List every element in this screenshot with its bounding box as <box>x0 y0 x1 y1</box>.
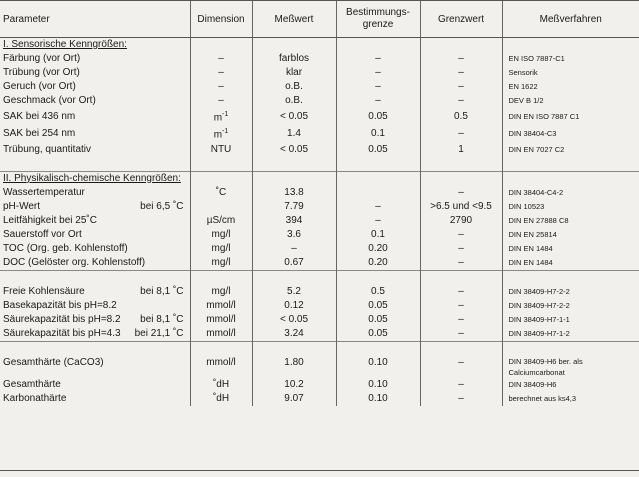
parameter-cell: Färbung (vor Ort) <box>3 53 81 64</box>
limit-cell: – <box>420 228 502 242</box>
parameter-with-condition <box>3 200 190 214</box>
limit-cell: – <box>420 313 502 327</box>
dimension-cell <box>190 392 252 406</box>
section-sensory-cell <box>0 38 190 53</box>
dimension-unit: – <box>218 81 224 92</box>
value-cell: 1.4 <box>252 125 336 142</box>
method-cell: berechnet aus ks4,3 <box>502 392 639 406</box>
table-row <box>0 313 639 327</box>
dimension-cell <box>190 186 252 200</box>
method-cell: EN 1622 <box>502 80 639 94</box>
method-cell: DIN EN 1484 <box>502 242 639 256</box>
table-row <box>0 242 639 256</box>
limit-cell: 1 <box>420 143 502 157</box>
empty-cell <box>420 341 502 356</box>
detection-limit-cell: – <box>336 200 420 214</box>
value-cell: < 0.05 <box>252 313 336 327</box>
method-cell: DIN 10523 <box>502 200 639 214</box>
table-row <box>0 186 639 200</box>
dimension-cell <box>190 313 252 327</box>
dimension-unit: ˚dH <box>212 392 230 404</box>
dimension-cell <box>190 80 252 94</box>
dimension-unit: ˚dH <box>212 378 230 390</box>
limit-cell: – <box>420 80 502 94</box>
value-cell: o.B. <box>252 80 336 94</box>
parameter-cell: Karbonathärte <box>3 392 67 404</box>
empty-cell <box>502 341 639 356</box>
dimension-cell <box>190 228 252 242</box>
dimension-unit: mg/l <box>211 242 231 254</box>
method-cell: DIN 38409-H7-1-1 <box>502 313 639 327</box>
measurement-condition: bei 6,5 ˚C <box>140 200 184 212</box>
table-row <box>0 80 639 94</box>
dimension-cell <box>190 66 252 80</box>
header-detection-limit-text: Bestimmungs-grenze <box>346 7 410 30</box>
method-cell: DIN EN 7027 C2 <box>502 143 639 157</box>
parameter-cell: Geruch (vor Ort) <box>3 81 76 92</box>
dimension-unit: m <box>213 112 223 124</box>
dimension-cell <box>190 256 252 271</box>
table-row <box>0 125 639 142</box>
value-cell: 5.2 <box>252 285 336 299</box>
table-row <box>0 214 639 228</box>
limit-cell: – <box>420 256 502 271</box>
parameter-cell: Leitfähigkeit bei 25˚C <box>3 214 97 226</box>
dimension-cell <box>190 285 252 299</box>
empty-cell <box>420 171 502 186</box>
dimension-unit: m <box>213 129 223 141</box>
method-cell: DIN EN 1484 <box>502 256 639 271</box>
dimension-unit: – <box>218 95 224 106</box>
method-cell: DIN 38409-H7-1-2 <box>502 327 639 342</box>
detection-limit-cell: – <box>336 52 420 66</box>
method-cell: DIN 38409-H7-2-2 <box>502 299 639 313</box>
detection-limit-cell: 0.05 <box>336 299 420 313</box>
dimension-unit: µS/cm <box>206 214 236 226</box>
value-cell: 0.67 <box>252 256 336 271</box>
empty-cell <box>502 38 639 53</box>
detection-limit-cell: 0.5 <box>336 285 420 299</box>
method-cell: Sensorik <box>502 66 639 80</box>
header-limit: Grenzwert <box>420 1 502 38</box>
empty-cell <box>190 38 252 53</box>
limit-cell: – <box>420 186 502 200</box>
detection-limit-cell: 0.05 <box>336 108 420 125</box>
method-cell: DEV B 1/2 <box>502 94 639 108</box>
parameter-cell <box>0 327 190 342</box>
value-cell: 9.07 <box>252 392 336 406</box>
dimension-unit: mg/l <box>211 285 231 297</box>
method-cell: DIN 38409-H6 <box>502 378 639 392</box>
empty-cell <box>190 171 252 186</box>
parameter-with-condition <box>3 313 190 327</box>
section-physchem <box>0 171 639 186</box>
limit-cell: – <box>420 94 502 108</box>
parameter-cell: Trübung, quantitativ <box>3 143 92 155</box>
group-divider <box>0 341 639 356</box>
section-title: II. Physikalisch-chemische Kenngrößen: <box>3 172 181 184</box>
empty-cell <box>0 157 190 172</box>
dimension-cell <box>190 200 252 214</box>
limit-cell: >6.5 und <9.5 <box>420 200 502 214</box>
empty-cell <box>336 341 420 356</box>
detection-limit-cell: – <box>336 214 420 228</box>
table-row <box>0 108 639 125</box>
dimension-unit: – <box>218 53 224 64</box>
method-cell: DIN EN 25814 <box>502 228 639 242</box>
dimension-unit: mmol/l <box>206 327 236 339</box>
table-row <box>0 228 639 242</box>
dimension-cell <box>190 143 252 157</box>
dimension-cell <box>190 327 252 342</box>
parameter-cell: SAK bei 436 nm <box>3 110 76 122</box>
table-row <box>0 392 639 406</box>
detection-limit-cell: 0.10 <box>336 392 420 406</box>
parameter-with-condition <box>3 285 190 299</box>
detection-limit-cell: 0.20 <box>336 242 420 256</box>
dimension-cell <box>190 214 252 228</box>
dimension-unit: NTU <box>210 143 232 155</box>
method-cell: DIN 38409-H6 ber. als Calciumcarbonat <box>502 356 639 378</box>
dimension-exponent: -1 <box>222 128 229 136</box>
limit-cell: – <box>420 52 502 66</box>
method-cell: DIN 38409-H7-2-2 <box>502 285 639 299</box>
header-parameter: Parameter <box>0 1 190 38</box>
value-cell: 0.12 <box>252 299 336 313</box>
detection-limit-cell: 0.05 <box>336 327 420 342</box>
dimension-exponent: -1 <box>222 111 229 118</box>
method-cell: DIN 38404-C4-2 <box>502 186 639 200</box>
detection-limit-cell: 0.05 <box>336 313 420 327</box>
dimension-unit: mmol/l <box>206 356 236 368</box>
section-sensory <box>0 38 639 53</box>
detection-limit-cell: 0.05 <box>336 143 420 157</box>
empty-cell <box>336 38 420 53</box>
table-row <box>0 200 639 214</box>
table-bottom-rule <box>0 470 639 471</box>
dimension-unit: mmol/l <box>206 299 236 311</box>
empty-cell <box>252 270 336 285</box>
measurement-condition: bei 8,1 ˚C <box>140 285 184 297</box>
measurement-condition: bei 21,1 ˚C <box>134 327 184 339</box>
value-cell: 3.24 <box>252 327 336 342</box>
detection-limit-cell: 0.10 <box>336 356 420 378</box>
empty-cell <box>252 341 336 356</box>
dimension-unit: – <box>218 67 224 78</box>
dimension-cell <box>190 125 252 142</box>
method-cell: DIN 38404-C3 <box>502 125 639 142</box>
detection-limit-cell: 0.10 <box>336 378 420 392</box>
parameter-cell: Trübung (vor Ort) <box>3 67 80 78</box>
header-dimension: Dimension <box>190 1 252 38</box>
limit-cell: – <box>420 299 502 313</box>
dimension-unit: mmol/l <box>206 313 236 325</box>
empty-cell <box>0 270 190 285</box>
detection-limit-cell: – <box>336 80 420 94</box>
value-cell: 3.6 <box>252 228 336 242</box>
parameter-cell: TOC (Org. geb. Kohlenstoff) <box>3 242 128 254</box>
limit-cell: – <box>420 378 502 392</box>
parameter-cell: Gesamthärte <box>3 378 61 390</box>
table-row <box>0 52 639 66</box>
empty-cell <box>190 270 252 285</box>
section-title: I. Sensorische Kenngrößen: <box>3 39 127 50</box>
detection-limit-cell <box>336 186 420 200</box>
value-cell: < 0.05 <box>252 108 336 125</box>
parameter-cell: Basekapazität bis pH=8.2 <box>3 299 117 311</box>
table-row <box>0 94 639 108</box>
empty-cell <box>420 38 502 53</box>
parameter-name: Säurekapazität bis pH=8.2 <box>3 313 121 325</box>
limit-cell: – <box>420 125 502 142</box>
value-cell: klar <box>252 66 336 80</box>
limit-cell: – <box>420 66 502 80</box>
group-divider <box>0 270 639 285</box>
detection-limit-cell: 0.20 <box>336 256 420 271</box>
empty-cell <box>190 157 252 172</box>
value-cell: 13.8 <box>252 186 336 200</box>
detection-limit-cell: 0.1 <box>336 228 420 242</box>
table-row <box>0 378 639 392</box>
empty-cell <box>336 171 420 186</box>
table-row <box>0 327 639 342</box>
dimension-unit: mg/l <box>211 256 231 268</box>
parameter-cell <box>0 285 190 299</box>
table-row <box>0 299 639 313</box>
empty-cell <box>502 171 639 186</box>
value-cell: 7.79 <box>252 200 336 214</box>
value-cell: farblos <box>252 52 336 66</box>
section-physchem-cell <box>0 171 190 186</box>
parameter-with-condition <box>3 327 190 341</box>
method-cell: EN ISO 7887-C1 <box>502 52 639 66</box>
empty-cell <box>420 157 502 172</box>
empty-cell <box>0 341 190 356</box>
limit-cell: – <box>420 242 502 256</box>
dimension-cell <box>190 94 252 108</box>
header-detection-limit <box>336 1 420 38</box>
parameter-cell <box>0 200 190 214</box>
empty-cell <box>252 38 336 53</box>
limit-cell: – <box>420 327 502 342</box>
parameter-name: Säurekapazität bis pH=4.3 <box>3 327 121 339</box>
dimension-cell <box>190 356 252 378</box>
dimension-cell <box>190 299 252 313</box>
parameter-cell: Wassertemperatur <box>3 186 85 198</box>
method-cell: DIN EN 27888 C8 <box>502 214 639 228</box>
dimension-cell <box>190 52 252 66</box>
limit-cell: – <box>420 285 502 299</box>
parameter-cell: Geschmack (vor Ort) <box>3 95 96 106</box>
empty-cell <box>190 341 252 356</box>
dimension-cell <box>190 108 252 125</box>
dimension-cell <box>190 378 252 392</box>
parameter-cell: Sauerstoff vor Ort <box>3 228 82 240</box>
value-cell: 10.2 <box>252 378 336 392</box>
empty-cell <box>502 270 639 285</box>
measurement-condition: bei 8,1 ˚C <box>140 313 184 325</box>
value-cell: 1.80 <box>252 356 336 378</box>
limit-cell: 0.5 <box>420 108 502 125</box>
empty-cell <box>252 157 336 172</box>
dimension-unit: mg/l <box>211 228 231 240</box>
empty-cell <box>502 157 639 172</box>
table-row <box>0 66 639 80</box>
parameter-cell: DOC (Gelöster org. Kohlenstoff) <box>3 256 146 268</box>
method-cell: DIN EN ISO 7887 C1 <box>502 108 639 125</box>
table-row <box>0 356 639 378</box>
parameter-name: Freie Kohlensäure <box>3 285 85 297</box>
value-cell: o.B. <box>252 94 336 108</box>
header-value: Meßwert <box>252 1 336 38</box>
empty-cell <box>336 157 420 172</box>
limit-cell: – <box>420 356 502 378</box>
dimension-cell <box>190 242 252 256</box>
header-method: Meßverfahren <box>502 1 639 38</box>
value-cell: – <box>252 242 336 256</box>
parameter-cell: Gesamthärte (CaCO3) <box>3 356 104 368</box>
dimension-unit: ˚C <box>215 186 227 198</box>
detection-limit-cell: 0.1 <box>336 125 420 142</box>
detection-limit-cell: – <box>336 94 420 108</box>
parameter-name: pH-Wert <box>3 200 41 212</box>
value-cell: < 0.05 <box>252 143 336 157</box>
limit-cell: – <box>420 392 502 406</box>
header-row <box>0 1 639 38</box>
table-row <box>0 256 639 271</box>
parameter-cell <box>0 313 190 327</box>
value-cell: 394 <box>252 214 336 228</box>
parameter-cell: SAK bei 254 nm <box>3 127 76 139</box>
table-row <box>0 143 639 157</box>
table-row <box>0 285 639 299</box>
group-divider <box>0 157 639 172</box>
limit-cell: 2790 <box>420 214 502 228</box>
empty-cell <box>252 171 336 186</box>
empty-cell <box>336 270 420 285</box>
detection-limit-cell: – <box>336 66 420 80</box>
empty-cell <box>420 270 502 285</box>
